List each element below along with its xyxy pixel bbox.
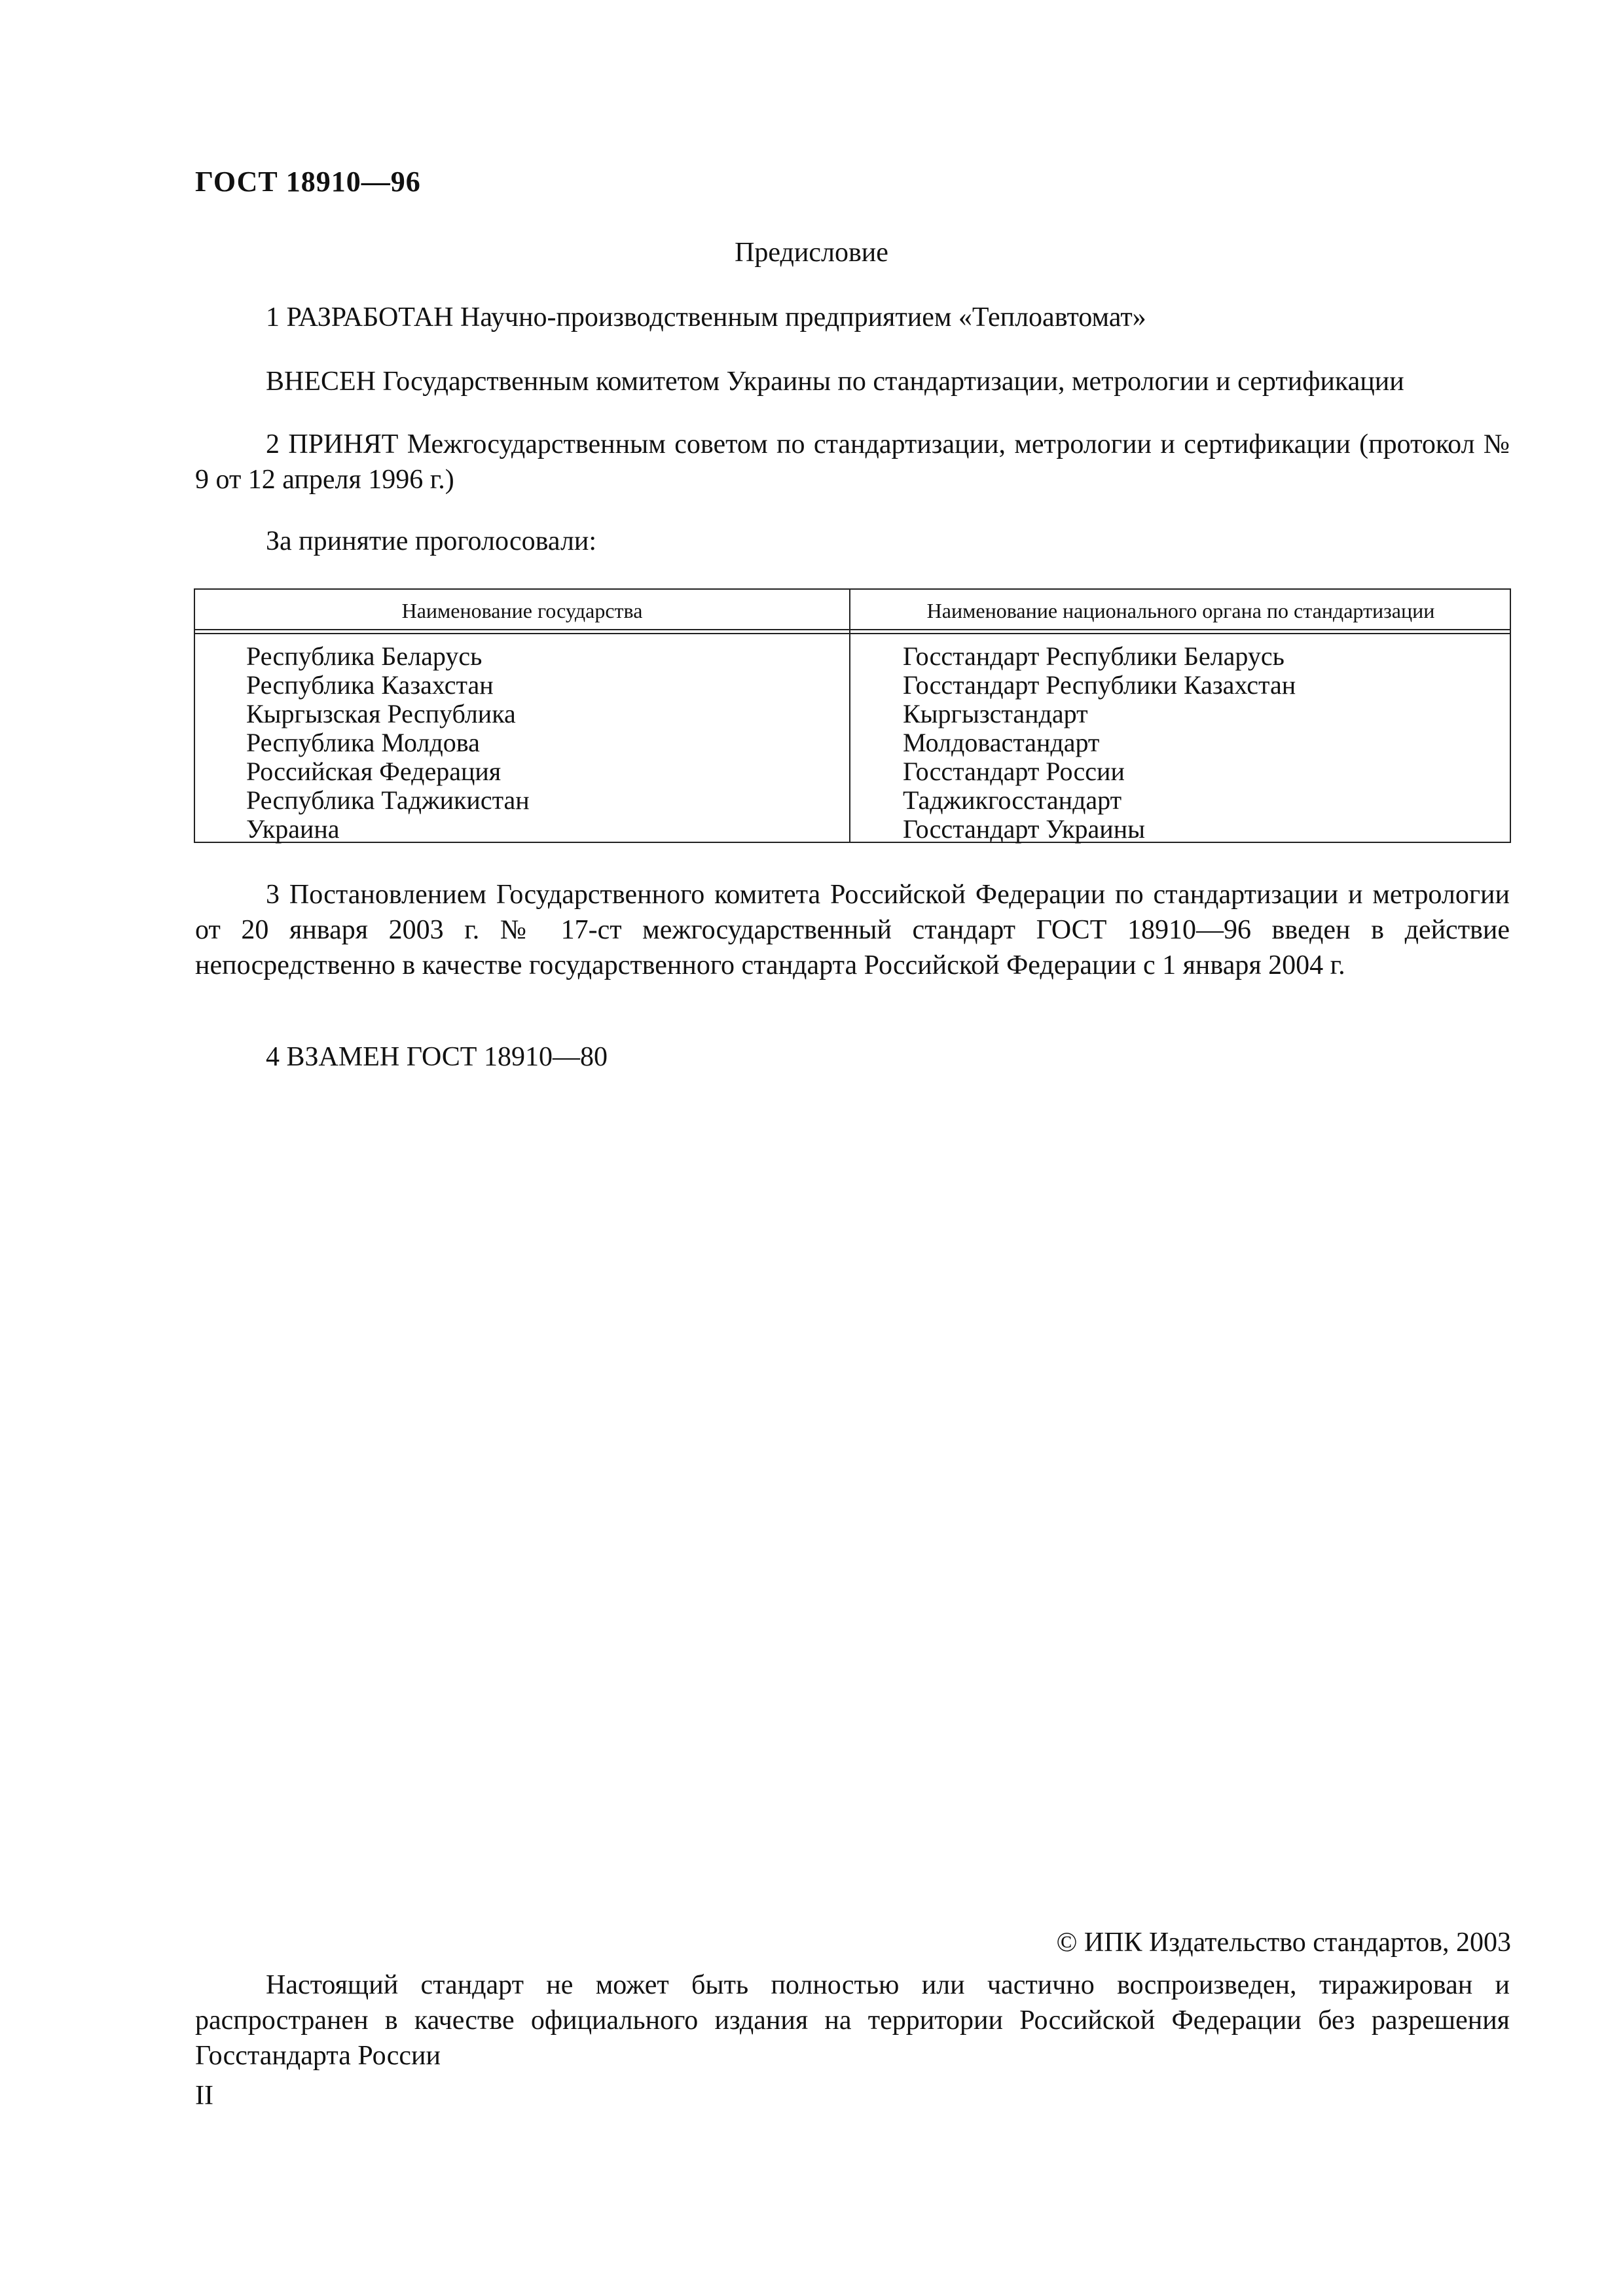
cell-standards-body: Госстандарт Республики Беларусь — [903, 641, 1285, 671]
page-number: II — [195, 2081, 213, 2111]
paragraph-enacted: 3 Постановлением Государственного комитета Российской Федерации по стандартизации и метрологии от 20 января 2003 г. № 17-ст межгосударственный стандарт ГОСТ 18910—96 введен в действие непосредственно в качестве государственного стандарта Российской Федерации с 1 января 2004 г. — [195, 880, 1510, 980]
paragraph-adopted: 2 ПРИНЯТ Межгосударственным советом по стандартизации, метрологии и сертификации (протокол № 9 от 12 апреля 1996 г.) — [195, 429, 1510, 495]
table-row — [195, 786, 1510, 815]
cell-state: Республика Казахстан — [246, 670, 494, 700]
paragraph-voted-label: За принятие проголосовали: — [266, 526, 597, 556]
cell-standards-body: Таджикгосстандарт — [903, 785, 1122, 815]
table-row — [195, 815, 1510, 844]
cell-state: Украина — [246, 814, 340, 844]
standard-code: ГОСТ 18910—96 — [195, 166, 421, 198]
cell-standards-body: Кыргызстандарт — [903, 699, 1088, 728]
cell-state: Республика Таджикистан — [246, 785, 530, 815]
table-row — [195, 642, 1510, 671]
reproduction-notice: Настоящий стандарт не может быть полностью или частично воспроизведен, тиражирован и распространен в качестве официального издания на территории Российской Федерации без разрешения Госстандарта России — [195, 1970, 1510, 2071]
table-body — [195, 642, 1510, 844]
cell-standards-body: Госстандарт Украины — [903, 814, 1145, 844]
cell-state: Кыргызская Республика — [246, 699, 516, 728]
table-header-state: Наименование государства — [401, 599, 643, 622]
cell-standards-body: Госстандарт России — [903, 757, 1125, 786]
table-row — [195, 671, 1510, 700]
paragraph-replaces: 4 ВЗАМЕН ГОСТ 18910—80 — [266, 1042, 608, 1072]
table-row — [195, 757, 1510, 786]
paragraph-developed: 1 РАЗРАБОТАН Научно-производственным предприятием «Теплоавтомат» — [266, 302, 1146, 332]
votes-table — [194, 588, 1511, 843]
cell-state: Республика Молдова — [246, 728, 480, 757]
table-header-rule — [195, 633, 1510, 634]
cell-standards-body: Молдовастандарт — [903, 728, 1100, 757]
cell-standards-body: Госстандарт Республики Казахстан — [903, 670, 1296, 700]
cell-state: Российская Федерация — [246, 757, 501, 786]
copyright-line: © ИПК Издательство стандартов, 2003 — [1056, 1928, 1511, 1958]
table-row — [195, 700, 1510, 728]
table-row — [195, 728, 1510, 757]
section-title: Предисловие — [735, 238, 888, 268]
paragraph-submitted: ВНЕСЕН Государственным комитетом Украины по стандартизации, метрологии и сертификации — [266, 367, 1404, 397]
table-header-body: Наименование национального органа по стандартизации — [926, 599, 1435, 622]
table-header-rule — [195, 629, 1510, 630]
cell-state: Республика Беларусь — [246, 641, 483, 671]
